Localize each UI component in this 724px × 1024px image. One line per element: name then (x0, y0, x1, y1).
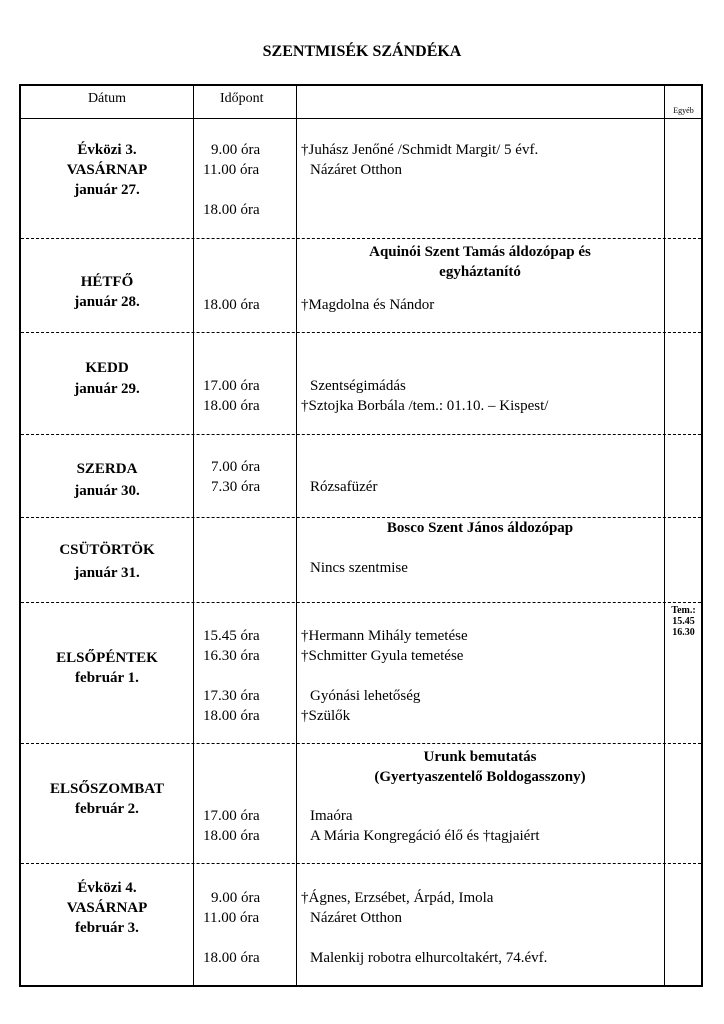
column-divider (193, 86, 194, 985)
row-divider (21, 238, 701, 239)
day-label: CSÜTÖRTÖK (59, 542, 155, 558)
row-divider (21, 863, 701, 864)
intention: Gyónási lehetőség (310, 688, 421, 704)
day-label: február 2. (75, 801, 139, 817)
row-divider (21, 743, 701, 744)
mass-time: 9.00 óra (211, 142, 261, 158)
day-label: január 29. (74, 381, 140, 397)
mass-time: 17.00 óra (203, 378, 260, 394)
day-label: Évközi 4. (77, 880, 137, 896)
day-label: február 1. (75, 670, 139, 686)
intention: Názáret Otthon (310, 910, 403, 926)
day-label: ELSŐPÉNTEK (56, 650, 158, 666)
mass-time: 11.00 óra (203, 910, 260, 926)
mass-time: 18.00 óra (203, 202, 260, 218)
day-label: január 27. (74, 182, 140, 198)
intention: †Sztojka Borbála /tem.: 01.10. – Kispest/ (301, 398, 549, 414)
other-note: Tem.: (671, 605, 696, 616)
intention: †Hermann Mihály temetése (301, 628, 468, 644)
feast-title: Bosco Szent János áldozópap (386, 520, 574, 536)
header-time: Időpont (220, 91, 264, 106)
row-divider (21, 517, 701, 518)
mass-time: 7.30 óra (211, 479, 261, 495)
column-divider (664, 86, 665, 985)
day-label: SZERDA (76, 461, 138, 477)
other-note: 15.45 (672, 616, 695, 627)
day-label: február 3. (75, 920, 139, 936)
mass-time: 11.00 óra (203, 162, 260, 178)
mass-time: 17.00 óra (203, 808, 260, 824)
day-label: VASÁRNAP (66, 900, 148, 916)
intention: †Magdolna és Nándor (301, 297, 435, 313)
day-label: HÉTFŐ (80, 274, 134, 290)
mass-time: 9.00 óra (211, 890, 261, 906)
feast-title: Aquinói Szent Tamás áldozópap és (369, 244, 591, 260)
day-label: ELSŐSZOMBAT (50, 781, 164, 797)
intention: †Schmitter Gyula temetése (301, 648, 464, 664)
intention: Szentségimádás (310, 378, 406, 394)
intention: Nincs szentmise (310, 560, 408, 576)
mass-time: 17.30 óra (203, 688, 260, 704)
intention: Malenkij robotra elhurcoltakért, 74.évf. (310, 950, 548, 966)
day-label: január 28. (74, 294, 140, 310)
intention: †Szülők (301, 708, 351, 724)
other-note: 16.30 (672, 627, 695, 638)
intention: †Ágnes, Erzsébet, Árpád, Imola (301, 890, 494, 906)
feast-title: egyháztanító (439, 264, 521, 280)
intention: Imaóra (310, 808, 353, 824)
intention: Rózsafüzér (310, 479, 378, 495)
intention: †Juhász Jenőné /Schmidt Margit/ 5 évf. (301, 142, 539, 158)
day-label: Évközi 3. (77, 142, 137, 158)
day-label: VASÁRNAP (66, 162, 148, 178)
header-date: Dátum (87, 91, 127, 106)
day-label: KEDD (85, 360, 129, 376)
row-divider (21, 332, 701, 333)
mass-time: 18.00 óra (203, 708, 260, 724)
mass-time: 18.00 óra (203, 950, 260, 966)
row-divider (21, 602, 701, 603)
intention: Názáret Otthon (310, 162, 403, 178)
page-title: SZENTMISÉK SZÁNDÉKA (262, 43, 462, 60)
mass-time: 18.00 óra (203, 828, 260, 844)
mass-intentions-table (19, 84, 703, 987)
intention: A Mária Kongregáció élő és †tagjaiért (310, 828, 540, 844)
day-label: január 31. (74, 565, 140, 581)
mass-time: 16.30 óra (203, 648, 260, 664)
feast-title: Urunk bemutatás (423, 749, 537, 765)
row-divider (21, 434, 701, 435)
header-other: Egyéb (673, 106, 694, 115)
day-label: január 30. (74, 483, 140, 499)
mass-time: 18.00 óra (203, 398, 260, 414)
mass-time: 7.00 óra (211, 459, 261, 475)
mass-time: 18.00 óra (203, 297, 260, 313)
header-divider (21, 118, 701, 119)
feast-title: (Gyertyaszentelő Boldogasszony) (374, 769, 586, 785)
mass-time: 15.45 óra (203, 628, 260, 644)
